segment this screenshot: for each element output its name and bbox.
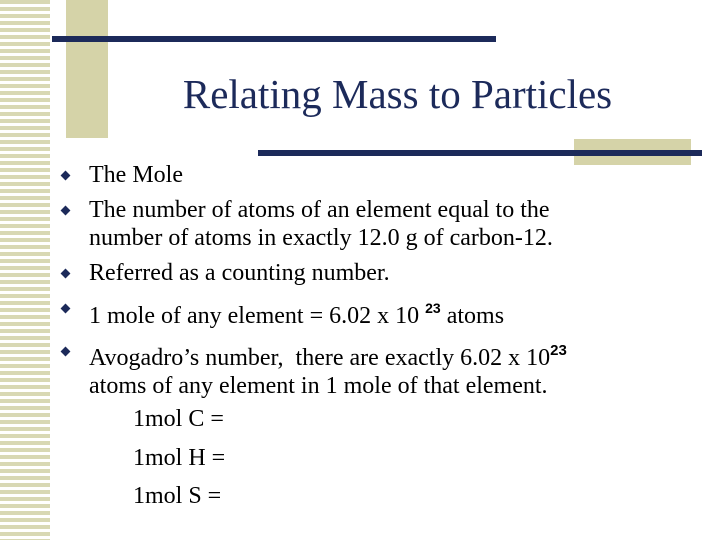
- decorative-stripe-band: [0, 0, 50, 540]
- calc-line-sulfur: 1mol S =: [133, 483, 222, 509]
- bullet-text: The number of atoms of an element equal to the: [89, 197, 550, 223]
- title-rule-bottom: [258, 150, 702, 156]
- bullet-text: atoms: [440, 303, 505, 329]
- exponent: 23: [550, 342, 567, 359]
- bullet-text: 1 mole of any element = 6.02 x 10: [89, 303, 426, 329]
- bullet-item: [58, 196, 708, 252]
- bullet-list: [58, 161, 708, 407]
- decorative-block-left: [66, 0, 108, 138]
- bullet-text-continued: atoms of any element in 1 mole of that element.: [89, 373, 548, 399]
- diamond-bullet-icon: [61, 304, 71, 314]
- slide-title: Relating Mass to Particles: [182, 71, 613, 117]
- bullet-item: [58, 161, 708, 189]
- bullet-item: [58, 337, 708, 400]
- calc-line-carbon: 1mol C =: [133, 406, 224, 432]
- diamond-bullet-icon: [61, 171, 71, 181]
- title-rule-top: [52, 36, 496, 42]
- diamond-bullet-icon: [61, 269, 71, 279]
- bullet-text: Referred as a counting number.: [89, 260, 390, 286]
- calc-line-hydrogen: 1mol H =: [133, 445, 226, 471]
- bullet-text: Avogadro’s number, there are exactly 6.02 x 10: [89, 345, 551, 371]
- bullet-text-continued: number of atoms in exactly 12.0 g of carbon-12.: [89, 225, 553, 251]
- bullet-item: [58, 259, 708, 287]
- diamond-bullet-icon: [61, 206, 71, 216]
- diamond-bullet-icon: [61, 347, 71, 357]
- exponent: 23: [425, 300, 441, 316]
- bullet-text: The Mole: [89, 162, 183, 188]
- bullet-item: [58, 294, 708, 330]
